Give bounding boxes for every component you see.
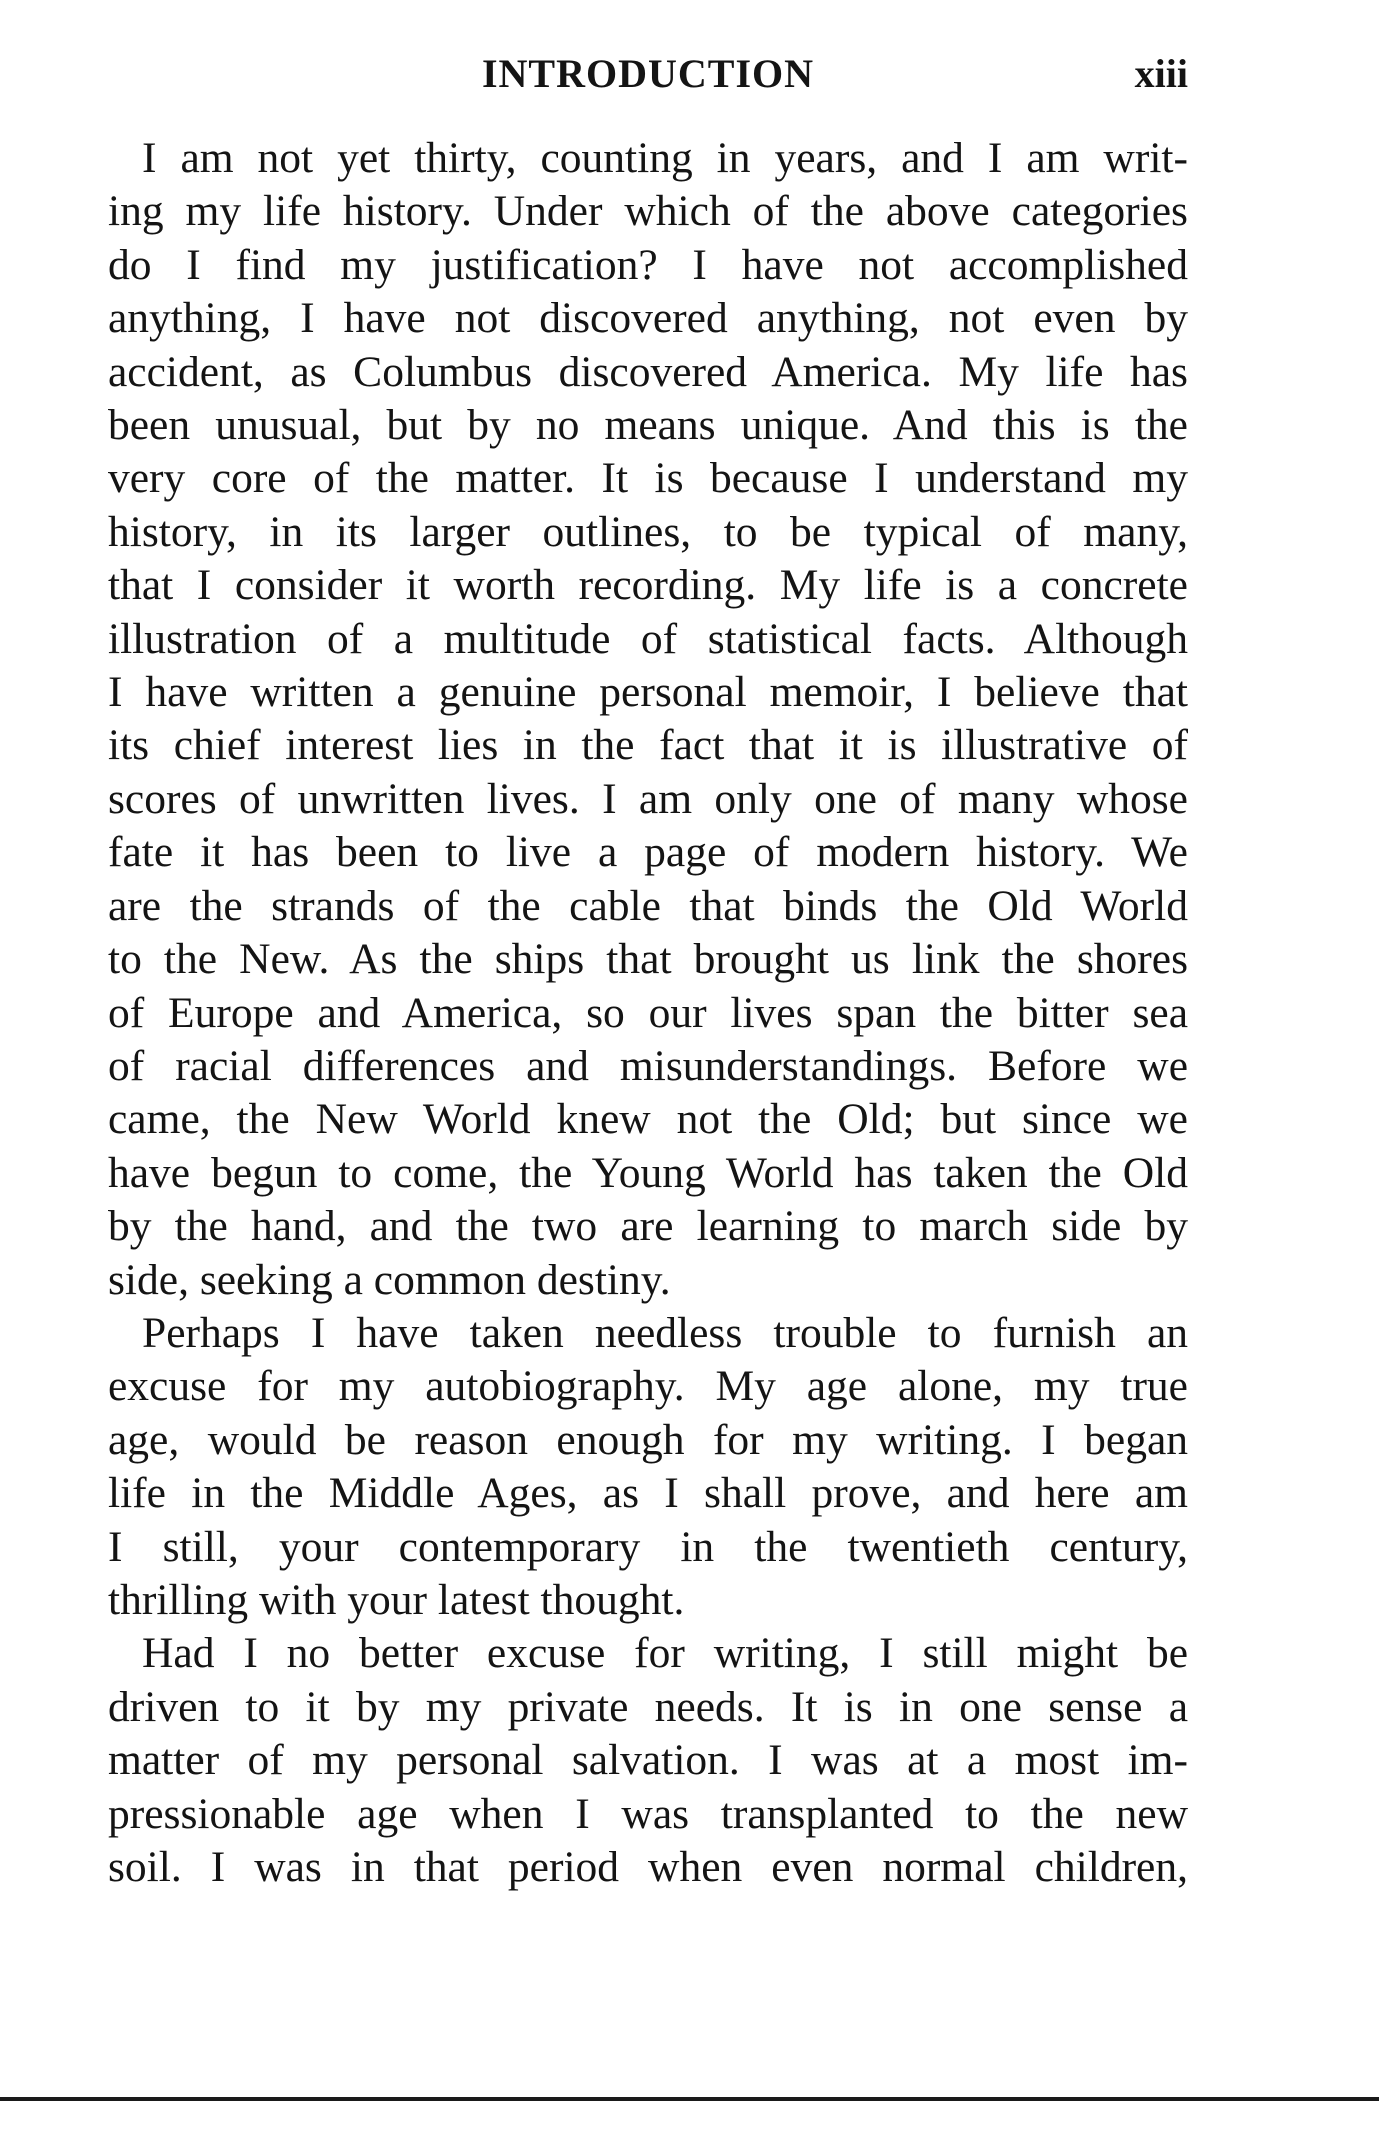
- paragraph-1: [108, 132, 1188, 1307]
- text-line: anything, I have not discovered anything, not even by: [108, 294, 1188, 343]
- text-line: fate it has been to live a page of modern history. We: [108, 828, 1188, 877]
- text-line: illustration of a multitude of statistical facts. Although: [108, 614, 1188, 663]
- text-line: very core of the matter. It is because I understand my: [108, 454, 1188, 503]
- text-line: excuse for my autobiography. My age alone, my true: [108, 1362, 1188, 1411]
- text-line: have begun to come, the Young World has taken the Old: [108, 1148, 1188, 1197]
- text-line: of Europe and America, so our lives span the bitter sea: [108, 988, 1188, 1037]
- text-line: that I consider it worth recording. My life is a concrete: [108, 561, 1188, 610]
- text-line: of racial differences and misunderstandings. Before we: [108, 1041, 1188, 1090]
- text-line: scores of unwritten lives. I am only one of many whose: [108, 774, 1188, 823]
- paragraph-3: [108, 1627, 1188, 1894]
- text-line: I still, your contemporary in the twentieth century,: [108, 1522, 1188, 1571]
- text-line: ing my life history. Under which of the above categories: [108, 187, 1188, 236]
- text-line: by the hand, and the two are learning to march side by: [108, 1202, 1188, 1251]
- text-line: to the New. As the ships that brought us link the shores: [108, 935, 1188, 984]
- text-line: are the strands of the cable that binds the Old World: [108, 881, 1188, 930]
- text-line: thrilling with your latest thought.: [108, 1575, 685, 1624]
- text-line: I am not yet thirty, counting in years, and I am writ-: [142, 134, 1188, 182]
- text-line: Perhaps I have taken needless trouble to furnish an: [142, 1308, 1188, 1357]
- text-line: I have written a genuine personal memoir, I believe that: [108, 668, 1188, 717]
- running-head: [108, 44, 1188, 104]
- text-line: its chief interest lies in the fact that it is illustrative of: [108, 721, 1188, 770]
- body-text: [108, 132, 1188, 1894]
- text-line: age, would be reason enough for my writing. I began: [108, 1415, 1188, 1464]
- text-line: pressionable age when I was transplanted to the new: [108, 1789, 1188, 1838]
- scan-margin: [0, 2101, 1379, 2129]
- text-line: came, the New World knew not the Old; but since we: [108, 1095, 1188, 1144]
- text-line: Had I no better excuse for writing, I still might be: [142, 1629, 1188, 1678]
- running-title: INTRODUCTION: [481, 51, 815, 96]
- text-line: matter of my personal salvation. I was at a most im-: [108, 1736, 1188, 1785]
- page-number: xiii: [1134, 51, 1188, 96]
- text-line: been unusual, but by no means unique. And this is the: [108, 401, 1188, 450]
- text-line: life in the Middle Ages, as I shall prove, and here am: [108, 1469, 1188, 1518]
- text-line: do I find my justification? I have not accomplished: [108, 240, 1188, 289]
- paragraph-2: [108, 1307, 1188, 1627]
- text-line: history, in its larger outlines, to be typical of many,: [108, 507, 1188, 556]
- text-line: driven to it by my private needs. It is in one sense a: [108, 1682, 1188, 1731]
- text-line: accident, as Columbus discovered America. My life has: [108, 347, 1188, 396]
- text-line: soil. I was in that period when even normal children,: [108, 1843, 1188, 1891]
- text-line: side, seeking a common destiny.: [108, 1255, 671, 1304]
